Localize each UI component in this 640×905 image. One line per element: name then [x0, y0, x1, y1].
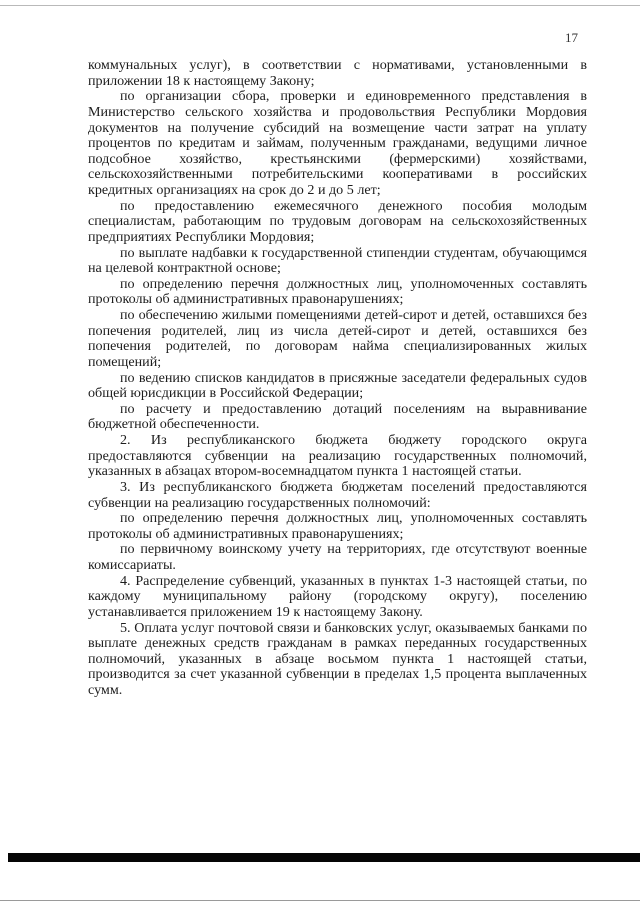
document-body: [88, 58, 587, 699]
paragraph: по первичному воинскому учету на территориях, где отсутствуют военные комиссариаты.: [88, 541, 587, 573]
paragraph: по ведению списков кандидатов в присяжные заседатели федеральных судов общей юрисдикции в Российской Федерации;: [88, 369, 587, 402]
paragraph: коммунальных услуг), в соответствии с нормативами, установленными в приложении 18 к настоящему Закону;: [88, 57, 587, 89]
scan-bottom-bar: [8, 853, 640, 862]
paragraph: 5. Оплата услуг почтовой связи и банковских услуг, оказываемых банками по выплате денежных средств гражданам в рамках переданных государственных полномочий, указанных в абзаце восьмом пункта 1 настоящей статьи, производится за счет указанной субвенции в пределах 1,5 процента выплаченных сумм.: [88, 619, 587, 698]
paragraph: по расчету и предоставлению дотаций поселениям на выравнивание бюджетной обеспеченности.: [88, 400, 587, 433]
paragraph: 4. Распределение субвенций, указанных в пунктах 1-3 настоящей статьи, по каждому муниципальному району (городскому округу), поселению устанавливается приложением 19 к настоящему Закону.: [88, 572, 587, 620]
scan-bottom-edge: [0, 900, 640, 901]
paragraph: по выплате надбавки к государственной стипендии студентам, обучающимся на целевой контрактной основе;: [88, 244, 587, 277]
paragraph: по организации сбора, проверки и единовременного представления в Министерство сельского хозяйства и продовольствия Республики Мордовия документов на получение субсидий на возмещение части затрат на уплату процентов по кредитам и займам, полученным гражданами, ведущими личное подсобное хозяйство, крестьянскими (фермерскими) хозяйствами, сельскохозяйственными потребительскими кооперативами в российских кредитных организациях на срок до 2 и до 5 лет;: [88, 88, 587, 198]
paragraph: по определению перечня должностных лиц, уполномоченных составлять протоколы об административных правонарушениях;: [88, 275, 587, 308]
paragraph: по предоставлению ежемесячного денежного пособия молодым специалистам, работающим по трудовым договорам на сельскохозяйственных предприятиях Республики Мордовия;: [88, 197, 587, 245]
paragraph: 3. Из республиканского бюджета бюджетам поселений предоставляются субвенции на реализацию государственных полномочий:: [88, 478, 587, 511]
paragraph: 2. Из республиканского бюджета бюджету городского округа предоставляются субвенции на реализацию государственных полномочий, указанных в абзацах втором-восемнадцатом пункта 1 настоящей статьи.: [88, 432, 587, 480]
page-number: 17: [565, 30, 578, 45]
paragraph: по обеспечению жилыми помещениями детей-сирот и детей, оставшихся без попечения родителей, лиц из числа детей-сирот и детей, оставшихся без попечения родителей, по договорам найма специализированных жилых помещений;: [88, 307, 587, 370]
paragraph: по определению перечня должностных лиц, уполномоченных составлять протоколы об административных правонарушениях;: [88, 510, 587, 542]
scan-top-edge: [0, 5, 640, 6]
